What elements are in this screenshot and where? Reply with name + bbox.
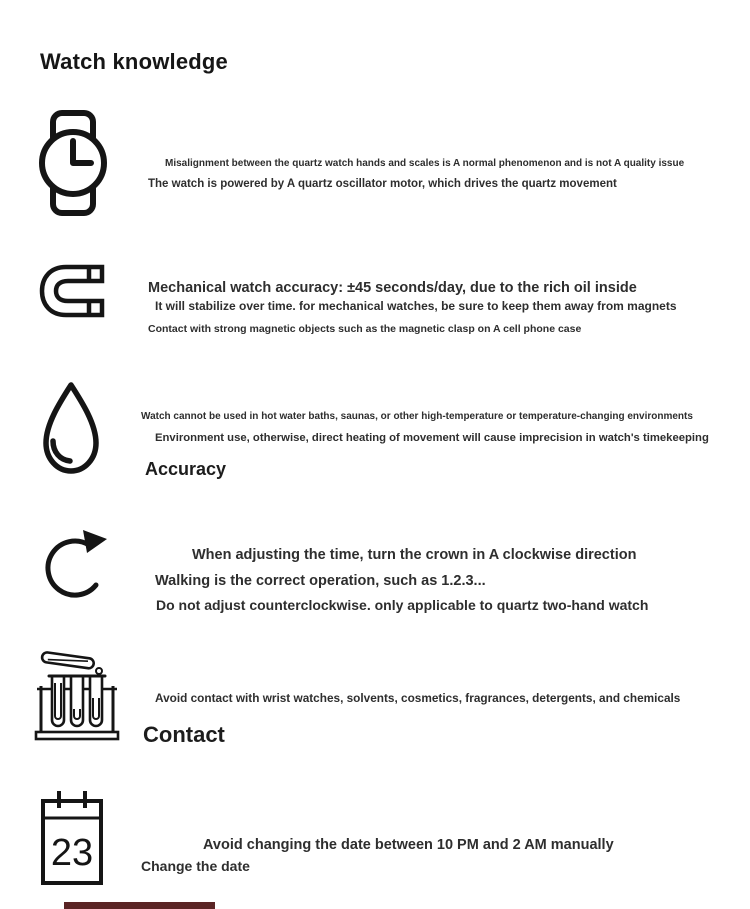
chemicals-note: Avoid contact with wrist watches, solvents, cosmetics, fragrances, detergents, and chemicals bbox=[155, 690, 681, 705]
wrist-watch-icon bbox=[38, 110, 108, 216]
temperature-note-main: Environment use, otherwise, direct heating of movement will cause imprecision in watch's timekeeping bbox=[155, 432, 709, 445]
cropped-bottom-banner bbox=[64, 902, 215, 909]
change-date-heading: Change the date bbox=[141, 858, 250, 874]
date-note: Avoid changing the date between 10 PM and 2 AM manually bbox=[203, 836, 614, 853]
magnet-note-accuracy: Mechanical watch accuracy: ±45 seconds/day, due to the rich oil inside bbox=[148, 279, 637, 296]
clockwise-note-1: When adjusting the time, turn the crown in A clockwise direction bbox=[192, 546, 637, 563]
clockwise-note-3: Do not adjust counterclockwise. only applicable to quartz two-hand watch bbox=[156, 597, 649, 613]
page-title: Watch knowledge bbox=[40, 48, 228, 74]
magnet-note-stabilize: It will stabilize over time. for mechanical watches, be sure to keep them away from magnets bbox=[155, 299, 677, 313]
clockwise-arrow-icon bbox=[40, 524, 108, 602]
calendar-icon bbox=[40, 788, 104, 886]
water-drop-icon bbox=[38, 380, 104, 478]
magnet-icon bbox=[36, 258, 108, 324]
clockwise-note-2: Walking is the correct operation, such as 1.2.3... bbox=[155, 572, 486, 589]
quartz-note-small: Misalignment between the quartz watch hands and scales is A normal phenomenon and is not A quality issue bbox=[165, 158, 685, 169]
magnet-note-contact: Contact with strong magnetic objects such as the magnetic clasp on A cell phone case bbox=[148, 322, 582, 335]
test-tubes-icon bbox=[34, 646, 120, 744]
accuracy-heading: Accuracy bbox=[145, 459, 227, 479]
contact-heading: Contact bbox=[143, 722, 225, 747]
calendar-day-number: 23 bbox=[50, 832, 94, 874]
temperature-note-small: Watch cannot be used in hot water baths, saunas, or other high-temperature or temperature-changing environments bbox=[141, 411, 693, 422]
quartz-note-main: The watch is powered by A quartz oscillator motor, which drives the quartz movement bbox=[148, 177, 617, 190]
